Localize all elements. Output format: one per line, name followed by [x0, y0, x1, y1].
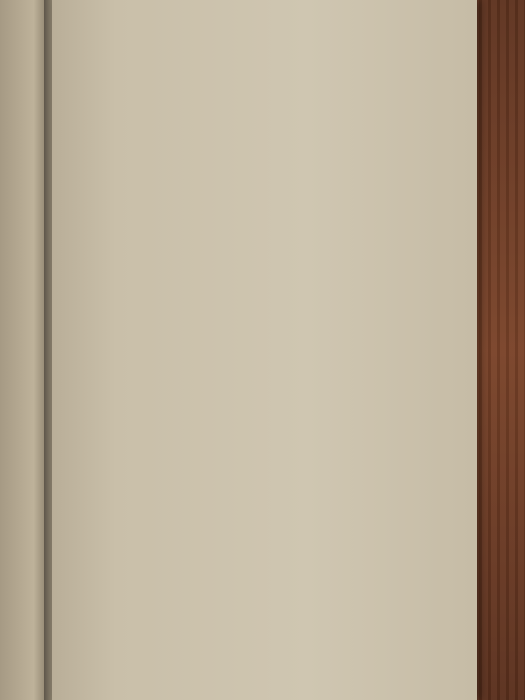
chapter-title	[64, 155, 467, 175]
left-page-edge	[0, 0, 48, 700]
right-page	[52, 0, 477, 700]
wooden-table	[470, 0, 525, 700]
